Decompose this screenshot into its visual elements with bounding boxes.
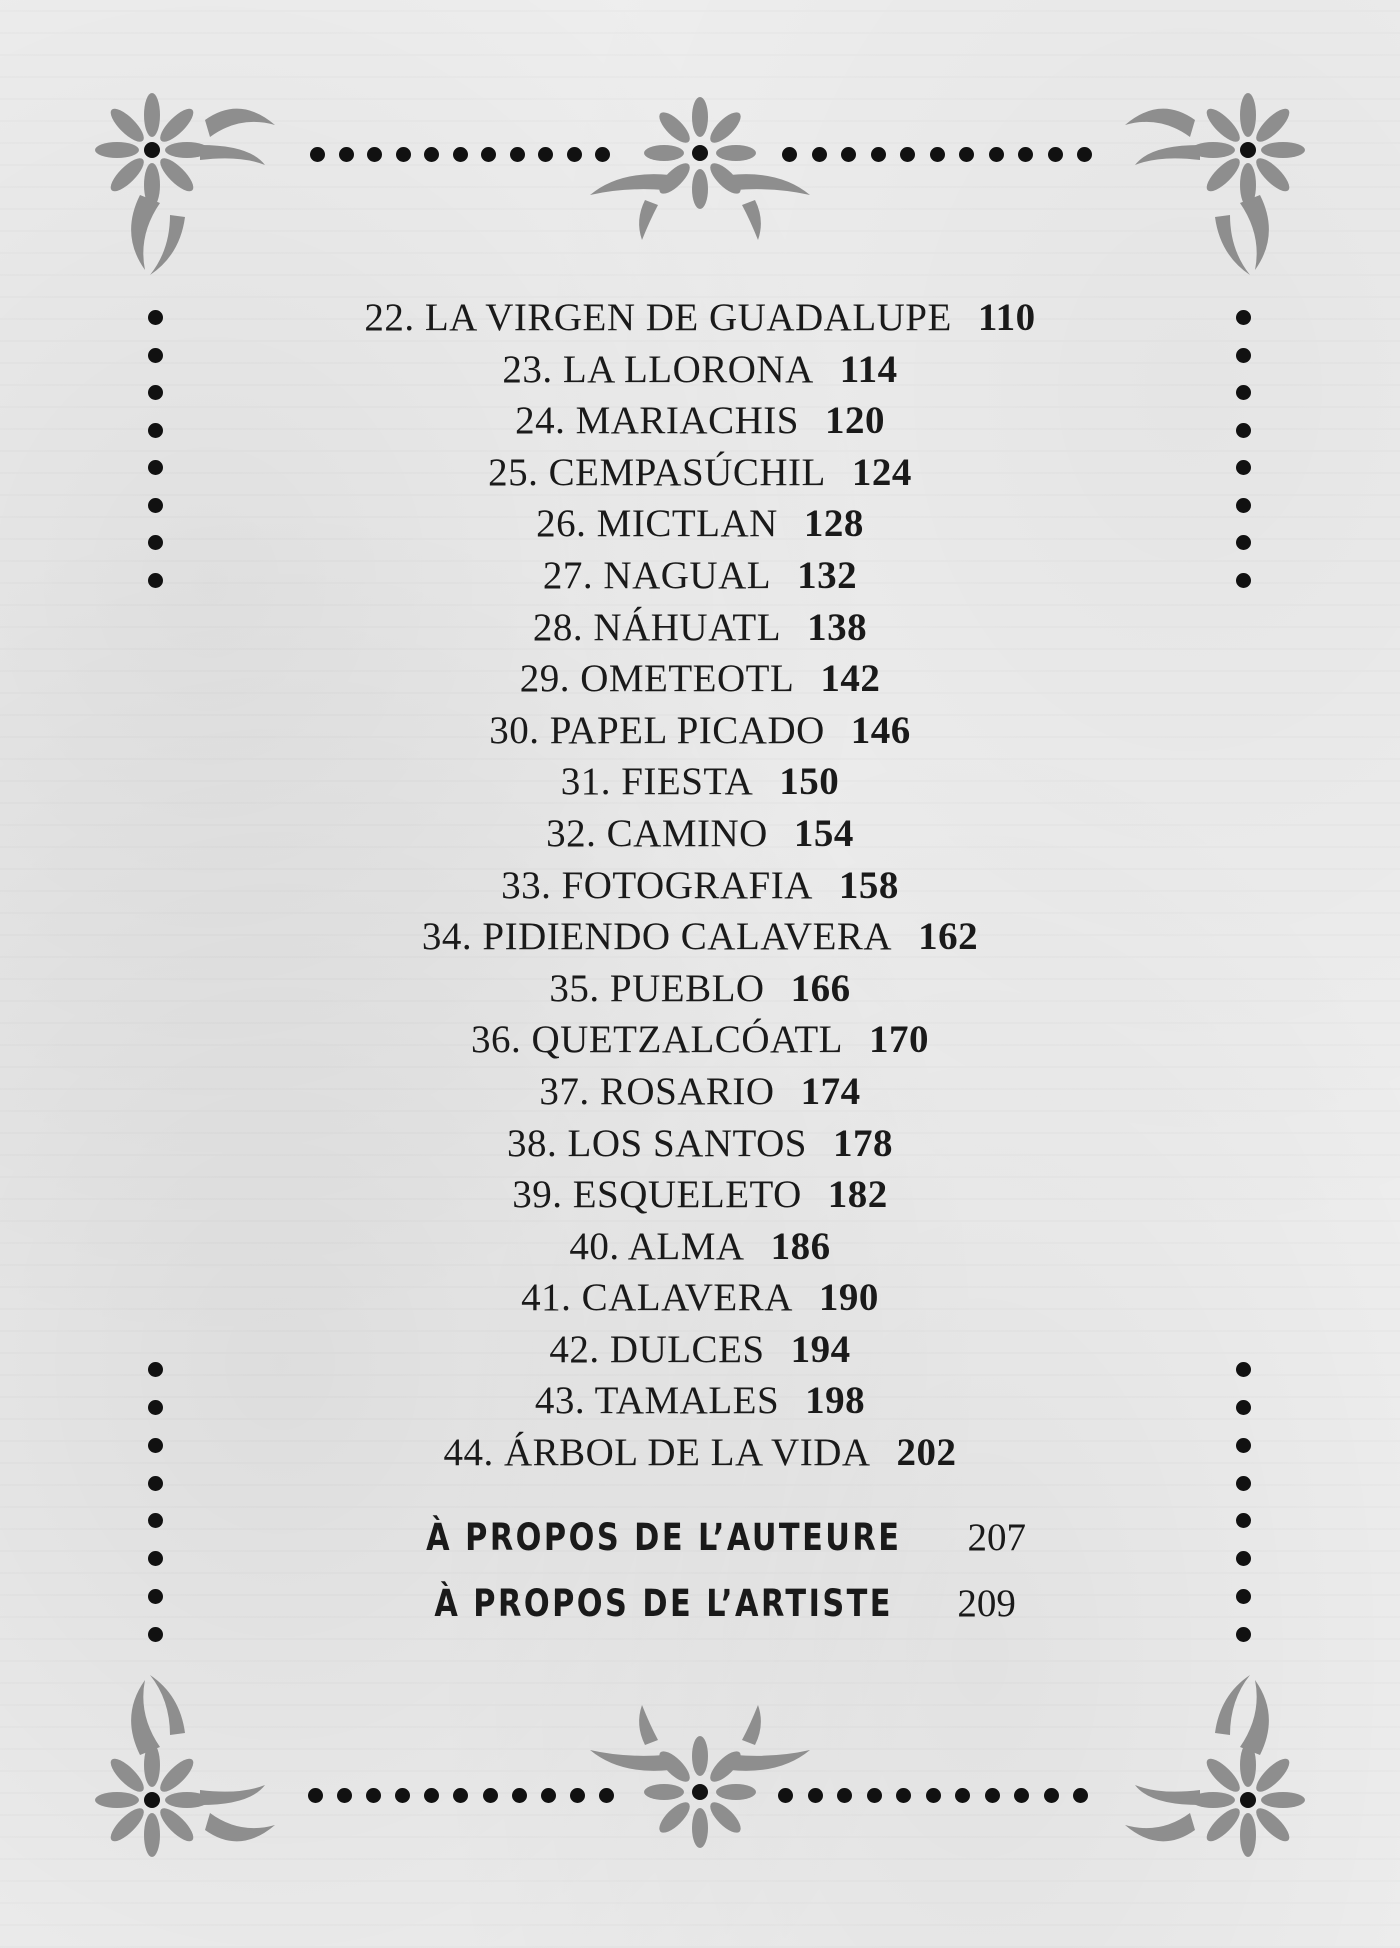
right-dot-border-bottom <box>1236 1362 1251 1642</box>
toc-entry-page: 170 <box>868 1018 929 1062</box>
toc-entry-page: 158 <box>838 863 899 907</box>
border-dot <box>1236 1438 1251 1453</box>
border-dot <box>1236 1513 1251 1528</box>
bottom-dot-border-right <box>778 1788 1088 1803</box>
toc-entry[interactable] <box>250 653 1150 705</box>
toc-entry-page: 162 <box>918 915 979 959</box>
toc-entry[interactable] <box>250 911 1150 963</box>
toc-appendix-entry[interactable] <box>250 1505 1150 1571</box>
flower-ornament-icon <box>1110 1665 1310 1865</box>
border-dot <box>1236 1400 1251 1415</box>
border-dot <box>512 1788 527 1803</box>
border-dot <box>989 147 1004 162</box>
border-dot <box>148 385 163 400</box>
border-dot <box>396 147 411 162</box>
border-dot <box>308 1788 323 1803</box>
border-dot <box>896 1788 911 1803</box>
toc-entry[interactable] <box>250 344 1150 396</box>
border-dot <box>481 147 496 162</box>
toc-entry-label: 40. ALMA <box>569 1224 745 1268</box>
border-dot <box>837 1788 852 1803</box>
toc-entry-label: 34. PIDIENDO CALAVERA <box>421 915 893 959</box>
border-dot <box>483 1788 498 1803</box>
border-dot <box>148 573 163 588</box>
toc-entry[interactable] <box>250 705 1150 757</box>
toc-entry[interactable] <box>250 395 1150 447</box>
border-dot <box>1236 1476 1251 1491</box>
border-dot <box>1236 573 1251 588</box>
border-dot <box>148 535 163 550</box>
border-dot <box>1236 310 1251 325</box>
border-dot <box>453 147 468 162</box>
border-dot <box>959 147 974 162</box>
toc-entry[interactable] <box>250 860 1150 912</box>
petal-spray-icon <box>580 1700 820 1850</box>
border-dot <box>1018 147 1033 162</box>
border-dot <box>900 147 915 162</box>
border-dot <box>148 1362 163 1377</box>
toc-entry[interactable] <box>250 756 1150 808</box>
border-dot <box>1236 460 1251 475</box>
border-dot <box>148 1589 163 1604</box>
toc-entry-label: 32. CAMINO <box>546 811 768 855</box>
toc-entry-label: 37. ROSARIO <box>539 1069 775 1113</box>
border-dot <box>1236 1551 1251 1566</box>
toc-entry-page: 128 <box>803 502 864 546</box>
right-dot-border-top <box>1236 310 1251 588</box>
toc-entry-label: 44. ÁRBOL DE LA VIDA <box>443 1431 871 1475</box>
toc-entry-label: 41. CALAVERA <box>521 1276 793 1320</box>
toc-entry-page: 194 <box>790 1327 851 1371</box>
toc-entry-page: 202 <box>896 1431 957 1475</box>
flower-ornament-icon <box>90 85 290 285</box>
toc-entry-label: 42. DULCES <box>549 1327 765 1371</box>
border-dot <box>148 310 163 325</box>
toc-entry-label: 24. MARIACHIS <box>515 399 799 443</box>
toc-appendix-label: À PROPOS DE L’AUTEURE <box>426 1515 902 1559</box>
border-dot <box>310 147 325 162</box>
border-dot <box>424 1788 439 1803</box>
toc-entry-page: 120 <box>824 399 885 443</box>
toc-entry-page: 132 <box>797 553 858 597</box>
toc-entry[interactable] <box>250 1066 1150 1118</box>
toc-entry-label: 22. LA VIRGEN DE GUADALUPE <box>364 296 952 339</box>
toc-appendix-page: 209 <box>957 1581 1016 1625</box>
border-dot <box>395 1788 410 1803</box>
border-dot <box>148 1627 163 1642</box>
border-dot <box>148 460 163 475</box>
border-dot <box>541 1788 556 1803</box>
toc-entry[interactable] <box>250 963 1150 1015</box>
border-dot <box>1236 348 1251 363</box>
toc-entry[interactable] <box>250 1272 1150 1324</box>
toc-entry-label: 29. OMETEOTL <box>519 657 795 701</box>
border-dot <box>453 1788 468 1803</box>
top-dot-border-right <box>782 147 1092 162</box>
toc-entry-page: 186 <box>770 1224 831 1268</box>
border-dot <box>148 1513 163 1528</box>
toc-entry[interactable] <box>250 808 1150 860</box>
toc-entry-label: 38. LOS SANTOS <box>507 1121 807 1165</box>
border-dot <box>1048 147 1063 162</box>
bottom-dot-border-left <box>308 1788 614 1803</box>
toc-entry-page: 198 <box>805 1379 866 1423</box>
toc-entry-page: 190 <box>818 1276 879 1320</box>
toc-entry[interactable] <box>250 602 1150 654</box>
toc-entry[interactable] <box>250 447 1150 499</box>
toc-entry-page: 154 <box>793 811 854 855</box>
border-dot <box>841 147 856 162</box>
toc-chapter-list <box>250 292 1150 1479</box>
toc-entry-label: 36. QUETZALCÓATL <box>471 1018 843 1062</box>
border-dot <box>1236 535 1251 550</box>
border-dot <box>1014 1788 1029 1803</box>
toc-appendix-label: À PROPOS DE L’ARTISTE <box>434 1581 894 1625</box>
toc-entry-label: 27. NAGUAL <box>542 553 772 597</box>
border-dot <box>1236 423 1251 438</box>
border-dot <box>148 423 163 438</box>
toc-entry-page: 146 <box>850 708 911 752</box>
toc-appendix-list <box>250 1505 1150 1637</box>
border-dot <box>926 1788 941 1803</box>
toc-entry-label: 28. NÁHUATL <box>532 605 782 649</box>
toc-entry-page: 166 <box>790 966 851 1010</box>
table-of-contents <box>250 292 1150 1637</box>
toc-entry-label: 35. PUEBLO <box>549 966 765 1010</box>
border-dot <box>148 348 163 363</box>
border-dot <box>1236 1627 1251 1642</box>
border-dot <box>1044 1788 1059 1803</box>
border-dot <box>510 147 525 162</box>
toc-entry[interactable] <box>250 1375 1150 1427</box>
border-dot <box>1236 385 1251 400</box>
petal-spray-icon <box>580 95 820 245</box>
border-dot <box>871 147 886 162</box>
toc-appendix-page: 207 <box>967 1515 1027 1559</box>
border-dot <box>148 498 163 513</box>
border-dot <box>1236 498 1251 513</box>
border-dot <box>339 147 354 162</box>
border-dot <box>148 1438 163 1453</box>
toc-entry-label: 23. LA LLORONA <box>502 347 814 391</box>
border-dot <box>955 1788 970 1803</box>
toc-entry-page: 178 <box>832 1121 893 1165</box>
border-dot <box>867 1788 882 1803</box>
toc-appendix-entry[interactable] <box>250 1571 1150 1637</box>
top-dot-border-left <box>310 147 610 162</box>
border-dot <box>367 147 382 162</box>
toc-entry[interactable] <box>250 1324 1150 1376</box>
toc-entry-page: 150 <box>779 760 840 804</box>
toc-entry[interactable] <box>250 498 1150 550</box>
border-dot <box>366 1788 381 1803</box>
border-dot <box>148 1400 163 1415</box>
border-dot <box>148 1551 163 1566</box>
toc-entry[interactable] <box>250 1169 1150 1221</box>
flower-ornament-icon <box>90 1665 290 1865</box>
border-dot <box>985 1788 1000 1803</box>
toc-entry[interactable] <box>250 1427 1150 1479</box>
border-dot <box>930 147 945 162</box>
toc-entry-label: 39. ESQUELETO <box>512 1173 802 1217</box>
border-dot <box>1077 147 1092 162</box>
toc-entry-page: 182 <box>827 1173 888 1217</box>
toc-entry[interactable] <box>250 292 1150 344</box>
toc-entry-label: 33. FOTOGRAFIA <box>501 863 813 907</box>
toc-entry[interactable] <box>250 1118 1150 1170</box>
border-dot <box>148 1476 163 1491</box>
toc-entry-label: 26. MICTLAN <box>536 502 778 546</box>
border-dot <box>1236 1589 1251 1604</box>
toc-entry[interactable] <box>250 550 1150 602</box>
toc-entry-page: 138 <box>807 605 868 649</box>
flower-ornament-icon <box>1110 85 1310 285</box>
left-dot-border-bottom <box>148 1362 163 1642</box>
toc-entry-page: 174 <box>800 1069 861 1113</box>
toc-entry[interactable] <box>250 1221 1150 1273</box>
toc-entry-page: 142 <box>820 657 881 701</box>
toc-entry-label: 43. TAMALES <box>534 1379 780 1423</box>
toc-entry[interactable] <box>250 1014 1150 1066</box>
border-dot <box>1236 1362 1251 1377</box>
border-dot <box>1073 1788 1088 1803</box>
toc-entry-label: 30. PAPEL PICADO <box>489 708 825 752</box>
toc-entry-page: 114 <box>839 347 898 391</box>
toc-entry-page: 124 <box>851 450 912 494</box>
border-dot <box>538 147 553 162</box>
toc-entry-page: 110 <box>977 296 1036 339</box>
toc-entry-label: 31. FIESTA <box>560 760 754 804</box>
border-dot <box>337 1788 352 1803</box>
border-dot <box>424 147 439 162</box>
left-dot-border-top <box>148 310 163 588</box>
toc-entry-label: 25. CEMPASÚCHIL <box>488 450 826 494</box>
